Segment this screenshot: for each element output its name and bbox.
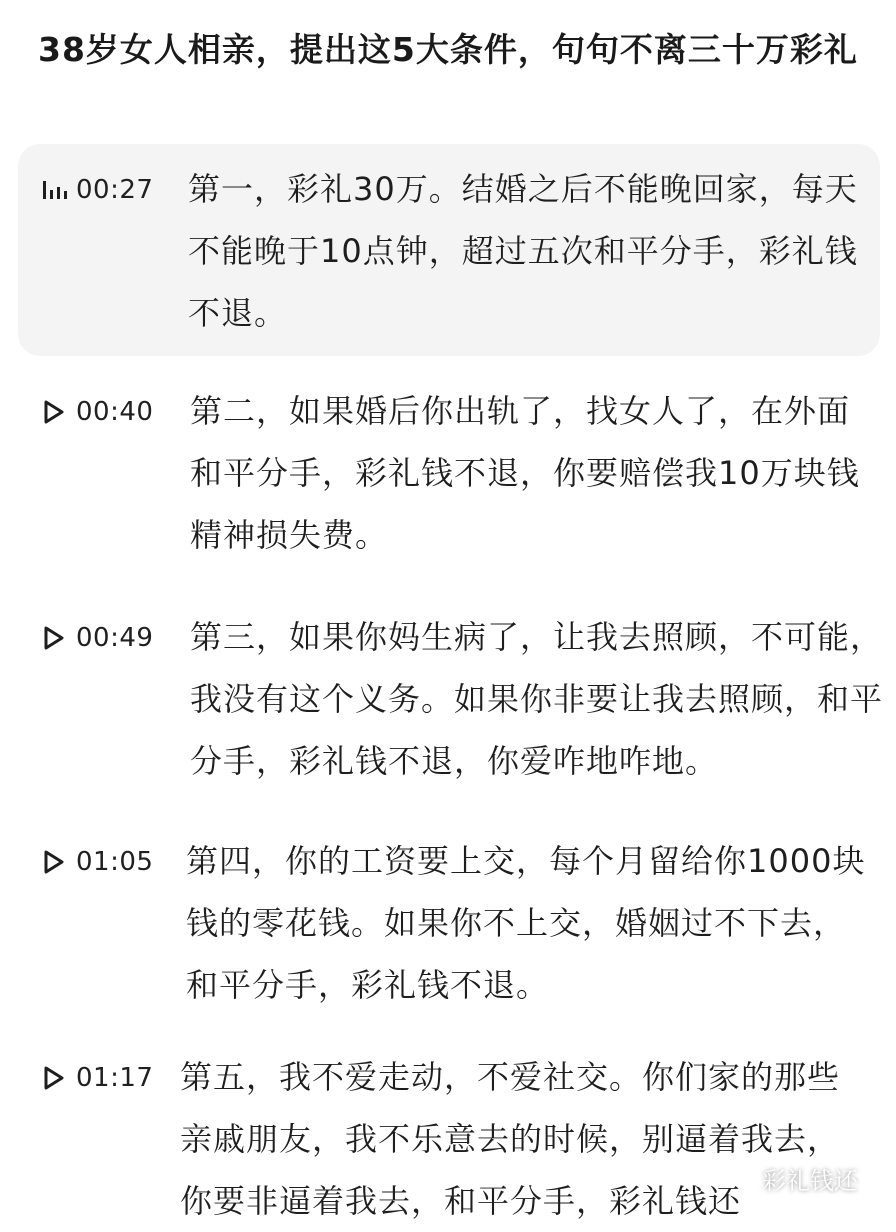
- timestamp-button[interactable]: [40, 160, 153, 220]
- play-icon: [40, 398, 68, 426]
- play-icon: [40, 848, 68, 876]
- timestamp-button[interactable]: [40, 1048, 153, 1108]
- timestamp-button[interactable]: [40, 382, 153, 442]
- timestamp-button[interactable]: [40, 608, 153, 668]
- play-icon: [40, 1064, 68, 1092]
- segment-text: 第五，我不爱走动，不爱社交。你们家的那些亲戚朋友，我不乐意去的时候，别逼着我去，你要非逼着我去，和平分手，彩礼钱还: [180, 1058, 841, 1220]
- segment-text: 第二，如果婚后你出轨了，找女人了，在外面和平分手，彩礼钱不退，你要赔偿我10万块钱精神损失费。: [190, 392, 860, 554]
- timestamp-label: 00:27: [76, 175, 154, 205]
- page-title: 38岁女人相亲，提出这5大条件，句句不离三十万彩礼: [38, 30, 858, 69]
- audio-bars-icon: [40, 176, 68, 204]
- timestamp-label: 01:17: [76, 1063, 154, 1093]
- segment-text: 第一，彩礼30万。结婚之后不能晚回家，每天不能晚于10点钟，超过五次和平分手，彩礼钱不退。: [188, 170, 858, 332]
- watermark: 彩礼钱还: [762, 1167, 858, 1195]
- timestamp-label: 00:49: [76, 623, 154, 653]
- timestamp-label: 01:05: [76, 847, 154, 877]
- play-icon: [40, 624, 68, 652]
- timestamp-label: 00:40: [76, 397, 154, 427]
- segment-text: 第四，你的工资要上交，每个月留给你1000块钱的零花钱。如果你不上交，婚姻过不下去，和平分手，彩礼钱不退。: [186, 842, 866, 1004]
- segment-text: 第三，如果你妈生病了，让我去照顾，不可能，我没有这个义务。如果你非要让我去照顾，和平分手，彩礼钱不退，你爱咋地咋地。: [190, 618, 884, 780]
- timestamp-button[interactable]: [40, 832, 153, 892]
